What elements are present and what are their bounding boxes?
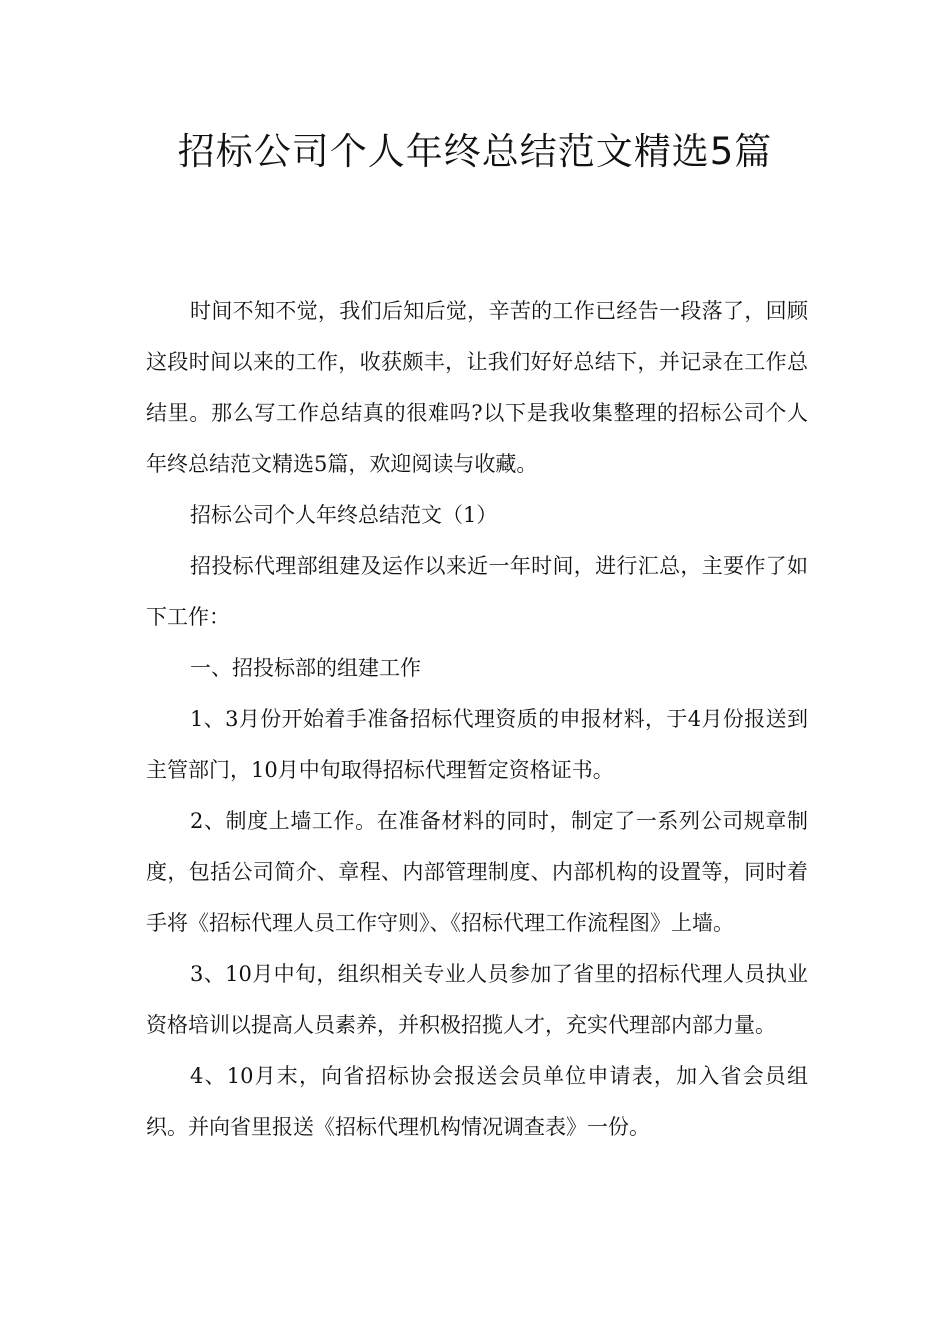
subheading: 一、招投标部的组建工作	[190, 656, 421, 680]
list-item-1: 1、3月份开始着手准备招标代理资质的申报材料，于4月份报送到主管部门，10月中旬取得招标代理暂定资格证书。	[146, 707, 808, 782]
list-item-3: 3、10月中旬，组织相关专业人员参加了省里的招标代理人员执业资格培训以提高人员素养，并积极招揽人才，充实代理部内部力量。	[146, 962, 808, 1037]
list-item-2: 2、制度上墙工作。在准备材料的同时，制定了一系列公司规章制度，包括公司简介、章程、内部管理制度、内部机构的设置等，同时着手将《招标代理人员工作守则》、《招标代理工作流程图》上墙。	[146, 809, 808, 935]
document-body	[146, 286, 808, 1153]
document-title: 招标公司个人年终总结范文精选5篇	[177, 130, 773, 173]
intro-paragraph: 时间不知不觉，我们后知后觉，辛苦的工作已经告一段落了，回顾这段时间以来的工作，收获颇丰，让我们好好总结下，并记录在工作总结里。那么写工作总结真的很难吗?以下是我收集整理的招标公司个人年终总结范文精选5篇，欢迎阅读与收藏。	[146, 299, 808, 476]
list-item-4: 4、10月末，向省招标协会报送会员单位申请表，加入省会员组织。并向省里报送《招标代理机构情况调查表》一份。	[146, 1064, 808, 1139]
section-heading-1: 招标公司个人年终总结范文（1）	[190, 503, 498, 527]
paragraph: 招投标代理部组建及运作以来近一年时间，进行汇总，主要作了如下工作：	[146, 554, 808, 629]
